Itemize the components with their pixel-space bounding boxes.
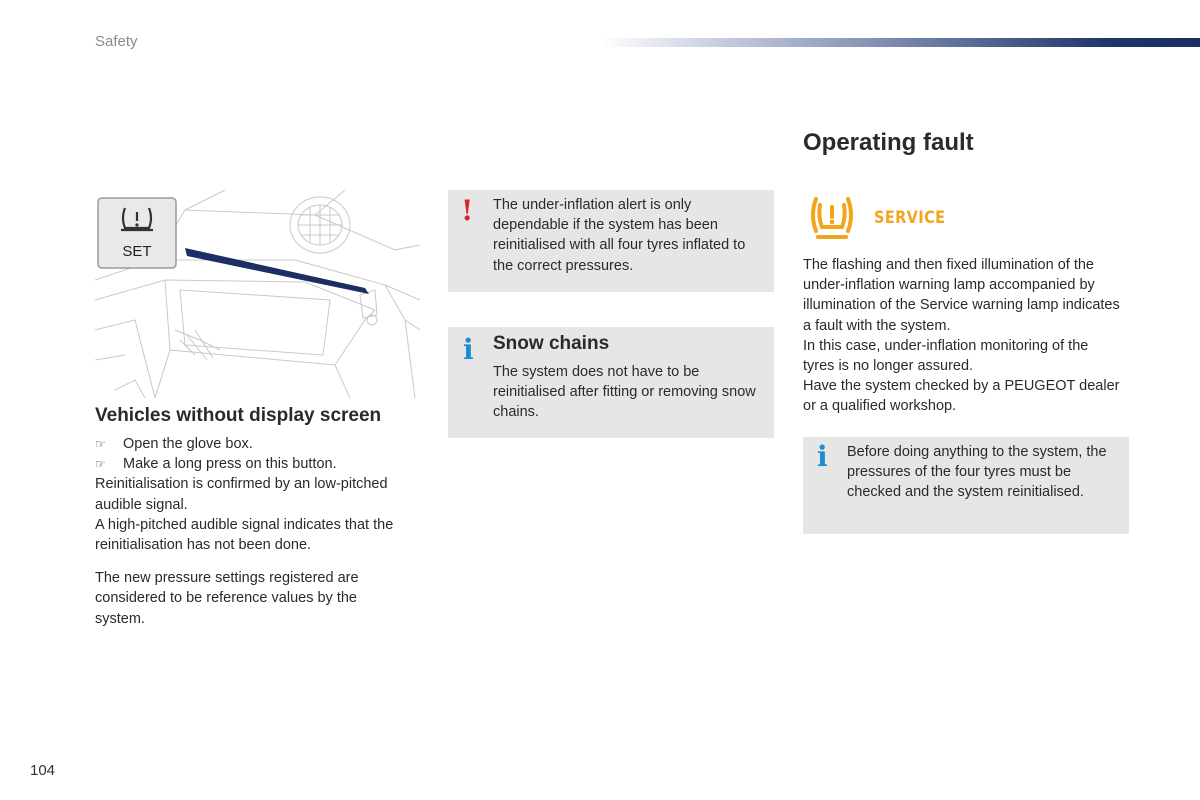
info-text: Before doing anything to the system, the pressures of the four tyres must be checked and the system reinitialised.: [847, 444, 1107, 501]
snow-chains-box: [448, 327, 774, 438]
monitoring-paragraph: In this case, under-inflation monitoring of the tyres is no longer assured.: [803, 337, 1089, 375]
finger-pointer-icon: ☞: [95, 457, 106, 472]
info-box: [803, 437, 1129, 534]
dashboard-drawing: [95, 190, 420, 398]
header-gradient-bar: [600, 38, 1200, 47]
vehicles-without-display-heading: Vehicles without display screen: [95, 405, 382, 426]
left-body: [95, 434, 420, 629]
snow-chains-text: The system does not have to be reinitialised after fitting or removing snow chains.: [493, 364, 756, 421]
warning-text: The under-inflation alert is only dependable if the system has been reinitialised with all four tyres inflated to the correct pressures.: [493, 197, 746, 274]
section-label: Safety: [95, 33, 138, 50]
bullet-item: [95, 454, 420, 474]
tyre-pressure-warning-icon: [806, 195, 858, 243]
confirmation-paragraph: Reinitialisation is confirmed by an low-pitched audible signal.: [95, 476, 388, 513]
finger-pointer-icon: ☞: [95, 437, 106, 451]
high-pitched-paragraph: A high-pitched audible signal indicates that the reinitialisation has not been done.: [95, 516, 394, 554]
operating-fault-body: [803, 255, 1123, 417]
info-icon: i: [463, 333, 474, 366]
operating-fault-title: Operating fault: [803, 129, 974, 156]
bullet-text: Open the glove box.: [123, 436, 253, 452]
service-warning-lamp: SERVICE: [874, 208, 946, 228]
bullet-text: Make a long press on this button.: [123, 456, 337, 473]
exclamation-icon: !: [461, 194, 474, 227]
glovebox-illustration: [95, 190, 420, 398]
set-label: SET: [122, 243, 152, 260]
bullet-item: [95, 434, 420, 454]
dealer-paragraph: Have the system checked by a PEUGEOT dealer or a qualified workshop.: [803, 378, 1120, 415]
warning-box: [448, 190, 774, 292]
reference-values-paragraph: The new pressure settings registered are considered to be reference values by the system.: [95, 570, 359, 627]
snow-chains-title: Snow chains: [493, 333, 610, 354]
page-number: 104: [30, 762, 56, 779]
fault-paragraph: The flashing and then fixed illumination of the under-inflation warning lamp accompanied by illumination of the Service warning lamp indicates a fault with the system.: [803, 257, 1120, 334]
info-icon: i: [817, 440, 828, 473]
